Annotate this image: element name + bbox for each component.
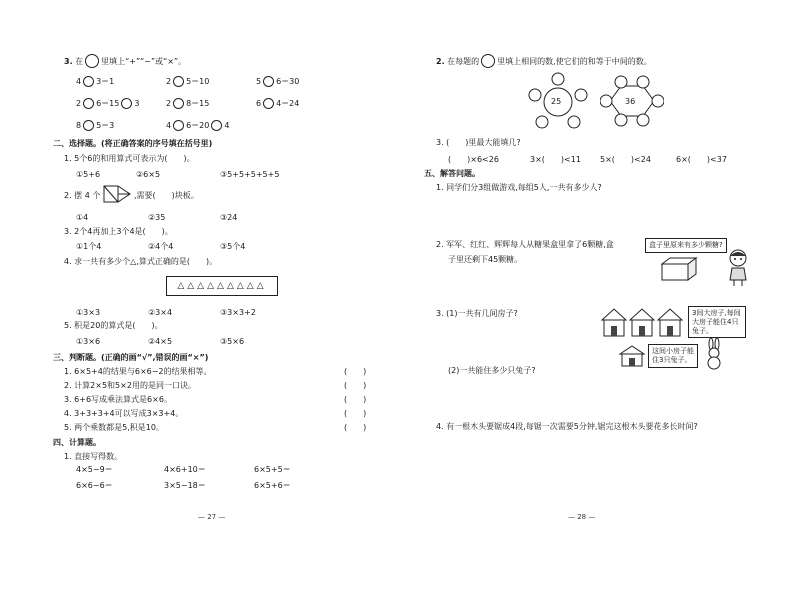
- answer-circle[interactable]: [211, 120, 222, 131]
- circle-blank-icon: [481, 54, 495, 68]
- choice-question-2: 2. 摆 4 个: [64, 191, 101, 200]
- answer-circle[interactable]: [263, 98, 274, 109]
- calc-item: 6×6−6＝: [76, 481, 113, 490]
- right-question-2: 2. 在每题的 里填上相同的数,使它们的和等于中间的数。: [436, 54, 652, 68]
- section-5-title: 五、解答问题。: [424, 169, 480, 178]
- page-number: — 28 —: [568, 513, 596, 521]
- calc-item: 4×5−9＝: [76, 465, 113, 474]
- option-b: ②6×5: [136, 170, 161, 179]
- choice-question-2-tail: ,需要( )块板。: [134, 191, 199, 200]
- op-item: 2 5＝10: [166, 77, 210, 86]
- choice-question-4: 4. 求一共有多少个△,算式正确的是( )。: [64, 257, 218, 266]
- option-a: ①3×6: [76, 337, 101, 346]
- option-c: ③24: [220, 213, 238, 222]
- op-item: 2 6＝15 3: [76, 99, 140, 108]
- circle-blank-icon: [85, 54, 99, 68]
- answer-paren[interactable]: ( ): [344, 409, 367, 418]
- center-number: 25: [551, 97, 562, 106]
- problem-2-line2: 子里还剩下45颗糖。: [448, 255, 523, 264]
- answer-paren[interactable]: ( ): [344, 395, 367, 404]
- option-c: ③5+5+5+5+5: [220, 170, 280, 179]
- question-text-post: 里填上“+”“−”或“×”。: [101, 57, 187, 66]
- judge-item: 1. 6×5+4的结果与6×6−2的结果相等。: [64, 367, 212, 376]
- choice-question-3: 3. 2个4再加上3个4是( )。: [64, 227, 173, 236]
- problem-3a: 3. (1)一共有几间房子?: [436, 309, 518, 318]
- problem-1: 1. 同学们分3组做游戏,每组5人,一共有多少人?: [436, 183, 602, 192]
- op-item: 2 8＝15: [166, 99, 210, 108]
- calc-item: 6×5+5＝: [254, 465, 291, 474]
- option-b: ②4×5: [148, 337, 173, 346]
- answer-paren[interactable]: ( ): [344, 367, 367, 376]
- answer-circle[interactable]: [83, 76, 94, 87]
- fill-item: 3×( )<11: [530, 155, 581, 164]
- small-house-icon: [618, 344, 646, 368]
- center-number: 36: [625, 97, 636, 106]
- section-4-title: 四、计算题。: [53, 438, 101, 447]
- problem-2-line1: 2. 军军、红红、辉辉每人从糖果盒里拿了6颗糖,盒: [436, 240, 614, 249]
- speech-bubble: 盒子里原来有多少颗糖?: [645, 238, 727, 253]
- judge-item: 3. 6+6写成乘法算式是6×6。: [64, 395, 172, 404]
- answer-circle[interactable]: [263, 76, 274, 87]
- answer-circle[interactable]: [173, 76, 184, 87]
- op-item: 8 5＝3: [76, 121, 115, 130]
- choice-question-5: 5. 积是20的算式是( )。: [64, 321, 163, 330]
- speech-bubble: 3间大房子,每间大房子能住4只兔子。: [688, 306, 746, 338]
- answer-circle[interactable]: [173, 120, 184, 131]
- option-a: ①5+6: [76, 170, 101, 179]
- calc-item: 6×5+6＝: [254, 481, 291, 490]
- option-a: ①3×3: [76, 308, 101, 317]
- rabbit-icon: [702, 338, 726, 370]
- fill-item: 6×( )<37: [676, 155, 727, 164]
- calc-subtitle: 1. 直接写得数。: [64, 452, 123, 461]
- section-2-title: 二、选择题。(将正确答案的序号填在括号里): [53, 139, 213, 148]
- fill-item: ( )×6<26: [448, 155, 499, 164]
- judge-item: 2. 计算2×5和5×2用的是同一口诀。: [64, 381, 196, 390]
- answer-circle[interactable]: [173, 98, 184, 109]
- pentagon-shape-icon: [100, 182, 134, 206]
- triangle-box: △△△△△△△△△: [166, 276, 278, 296]
- section-3-title: 三、判断题。(正确的画“√”,错误的画“×”): [53, 353, 209, 362]
- option-c: ③3×3+2: [220, 308, 256, 317]
- op-item: 4 3＝1: [76, 77, 115, 86]
- op-item: 4 6＝20 4: [166, 121, 230, 130]
- answer-paren[interactable]: ( ): [344, 381, 367, 390]
- girl-figure-icon: [724, 248, 752, 288]
- option-a: ①4: [76, 213, 89, 222]
- question-text-pre: 在: [75, 57, 84, 66]
- calc-item: 3×5−18＝: [164, 481, 206, 490]
- answer-circle[interactable]: [83, 98, 94, 109]
- question-3-title: [64, 54, 186, 68]
- option-b: ②35: [148, 213, 166, 222]
- question-number: 3.: [64, 57, 73, 66]
- option-b: ②3×4: [148, 308, 173, 317]
- candy-box-icon: [658, 252, 702, 282]
- fill-item: 5×( )<24: [600, 155, 651, 164]
- judge-item: 4. 3+3+3+4可以写成3×3+4。: [64, 409, 184, 418]
- problem-3b: (2)一共能住多少只兔子?: [448, 366, 536, 375]
- op-item: 5 6＝30: [256, 77, 300, 86]
- op-item: 6 4＝24: [256, 99, 300, 108]
- option-a: ①1个4: [76, 242, 102, 251]
- page-number: — 27 —: [198, 513, 226, 521]
- judge-item: 5. 两个乘数都是5,积是10。: [64, 423, 164, 432]
- option-b: ②4个4: [148, 242, 174, 251]
- big-houses-icon: [600, 306, 688, 338]
- right-question-3: 3. ( )里最大能填几?: [436, 138, 521, 147]
- speech-bubble: 这间小房子能住3只兔子。: [648, 344, 698, 368]
- choice-question-1: 1. 5个6的和用算式可表示为( )。: [64, 154, 195, 163]
- answer-circle[interactable]: [83, 120, 94, 131]
- option-c: ③5×6: [220, 337, 245, 346]
- answer-paren[interactable]: ( ): [344, 423, 367, 432]
- problem-4: 4. 有一根木头要锯成4段,每锯一次需要5分钟,锯完这根木头要花多长时间?: [436, 422, 698, 431]
- answer-circle[interactable]: [121, 98, 132, 109]
- calc-item: 4×6+10＝: [164, 465, 206, 474]
- option-c: ③5个4: [220, 242, 246, 251]
